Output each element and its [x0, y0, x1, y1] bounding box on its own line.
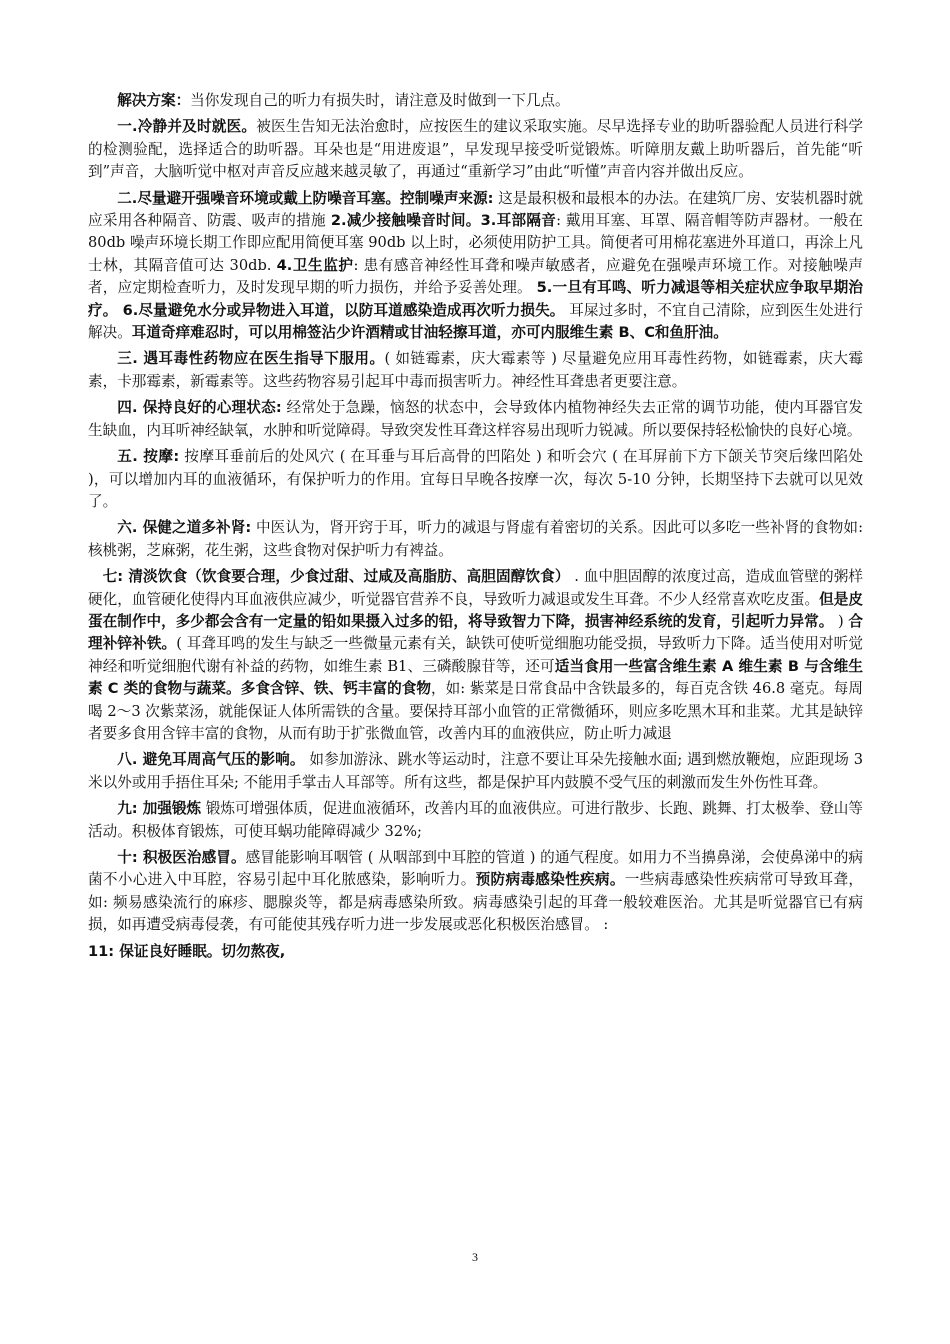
section-1 [88, 116, 863, 183]
section-7-text-4: ，如: 紫菜是日常食品中含铁最多的，每百克含铁 46.8 毫克。每周喝 2～3 次紫菜汤，就能保证人体所需铁的含量。要保持耳部小血管的正常微循环，则应多吃黑木耳和韭菜。尤其是缺锌者要多食用含锌丰富的食物，从而有助于扩张微血管，改善内耳的血液供应，防止听力减退 [88, 680, 863, 742]
section-1-text: 被医生告知无法治愈时，应按医生的建议采取实施。尽早选择专业的助听器验配人员进行科学的检测验配，选择适合的助听器。耳朵也是“用进废退”，早发现早接受听觉锻炼。听障朋友戴上助听器后，首先能“听到”声音，大脑听觉中枢对声音反应越来越灵敏了，再通过“重新学习”由此“听懂”声音内容并做出反应。 [88, 118, 864, 181]
section-10-text-1: 感冒能影响耳咽管 ( 从咽部到中耳腔的管道 ) 的通气程度。如用力不当擤鼻涕，会使鼻涕中的病菌不小心进入中耳腔，容易引起中耳化脓感染，影响听力。 [88, 849, 863, 889]
section-8-text: 如参加游泳、跳水等运动时，注意不要让耳朵先接触水面; 遇到燃放鞭炮，应距现场 3 米以外或用手捂住耳朵; 不能用手掌击人耳部等。所有这些，都是保护耳内鼓膜不受气压的刺激而发生外伤性耳聋。 [88, 751, 863, 791]
section-5-heading: 五. 按摩: [117, 448, 180, 466]
section-2-text-3: : 患有感音神经性耳聋和噪声敏感者，应避免在强噪声环境工作。对接触噪声者，应定期检查听力，及时发现早期的听力损伤，并给予妥善处理。 [88, 256, 864, 297]
section-11 [88, 941, 863, 963]
section-2-text-1: 这是最积极和最根本的办法。在建筑厂房、安装机器时就应采用各种隔音、防震、吸声的措施 [88, 189, 863, 230]
section-4 [88, 397, 863, 442]
section-2-text-2: : 戴用耳塞、耳罩、隔音帽等防声器材。一般在 80db 噪声环境长期工作即应配用简便耳塞 90db 以上时，必须使用防护工具。简便者可用棉花塞进外耳道口，再涂上凡士林，其隔音值可达 30db. [88, 212, 864, 274]
page-number: 3 [472, 1250, 478, 1264]
section-2-heading: 二.尽量避开强噪音环境或戴上防噪音耳塞。控制噪声来源: [117, 189, 494, 207]
section-2-bold-2: 2.减少接触噪音时间。3.耳部隔音 [330, 212, 557, 230]
section-10 [88, 847, 863, 937]
section-2-bold-3: 4.卫生监护 [276, 256, 354, 274]
section-8 [88, 749, 863, 794]
section-7-heading: 七: 清淡饮食（饮食要合理，少食过甜、过咸及高脂肪、高胆固醇饮食） [102, 568, 570, 586]
section-7-text-2: ) [833, 612, 849, 630]
section-7-bold-3: 合理补锌补铁。 [88, 612, 863, 653]
section-11-text: 11: 保证良好睡眠。切勿熬夜, [88, 942, 286, 960]
section-4-text: 经常处于急躁，恼怒的状态中，会导致体内植物神经失去正常的调节功能，使内耳器官发生缺血，内耳听神经缺氧，水肿和听觉障碍。导致突发性耳聋这样容易出现听力锐减。所以要保持轻松愉快的良好心境。 [88, 399, 863, 439]
section-2-bold-4: 5.一旦有耳鸣、听力减退等相关症状应争取早期治疗。 6.尽量避免水分或异物进入耳道，以防耳道感染造成再次听力损失。 [88, 279, 863, 319]
intro-heading: 解决方案： [117, 92, 191, 109]
section-7-text-3: ( 耳聋耳鸣的发生与缺乏一些微量元素有关，缺铁可使听觉细胞功能受损，导致听力下降。适当使用对听觉神经和听觉细胞代谢有补益的药物，如维生素 B1、三磷酸腺苷等，还可 [88, 635, 863, 675]
section-4-heading: 四. 保持良好的心理状态: [117, 399, 282, 417]
section-3 [88, 348, 863, 393]
section-7-bold-2: 但是皮蛋在制作中，多少都会含有一定量的铅如果摄入过多的铅，将导致智力下降，损害神经系统的发育，引起听力异常。 [88, 590, 863, 630]
section-5 [88, 446, 863, 513]
section-10-bold-2: 预防病毒感染性疾病。 [475, 871, 625, 889]
section-3-heading: 三. 遇耳毒性药物应在医生指导下服用。 [117, 350, 385, 368]
section-2-text-4: 耳屎过多时，不宜自己清除，应到医生处进行解决。 [88, 301, 863, 342]
section-2 [88, 188, 863, 345]
intro-text: 当你发现自己的听力有损失时，请注意及时做到一下几点。 [190, 92, 570, 109]
document-body [88, 90, 863, 967]
section-10-heading: 十: 积极医治感冒。 [117, 849, 246, 866]
section-3-text: ( 如链霉素，庆大霉素等 ) 尽量避免应用耳毒性药物，如链霉素，庆大霉素，卡那霉素，新霉素等。这些药物容易引起耳中毒而损害听力。神经性耳聋患者更要注意。 [88, 350, 863, 390]
section-9-text: 锻炼可增强体质，促进血液循环，改善内耳的血液供应。可进行散步、长跑、跳舞、打太极拳、登山等活动。积极体育锻炼，可使耳蜗功能障碍减少 32%; [88, 800, 863, 840]
section-7 [88, 566, 863, 745]
section-9 [88, 798, 863, 843]
section-9-heading: 九: 加强锻炼 [117, 800, 202, 818]
section-5-text: 按摩耳垂前后的处风穴 ( 在耳垂与耳后高骨的凹陷处 ) 和听会穴 ( 在耳屏前下方下颌关节突后缘凹陷处 )，可以增加内耳的血液循环，有保护听力的作用。宜每日早晚各按摩一次，每次 5-10 分钟，长期坚持下去就可以见效了。 [88, 448, 864, 510]
section-7-bold-4: 适当食用一些富含维生素 A 维生素 B 与含维生素 C 类的食物与蔬菜。多食含锌、铁、钙丰富的食物 [88, 657, 863, 698]
section-6-text: 中医认为，肾开窍于耳，听力的减退与肾虚有着密切的关系。因此可以多吃一些补肾的食物如: 核桃粥，芝麻粥，花生粥，这些食物对保护听力有裨益。 [88, 519, 863, 559]
section-2-bold-5: 耳道奇痒难忍时，可以用棉签沾少许酒精或甘油轻擦耳道，亦可内服维生素 B、C和鱼肝油。 [131, 324, 728, 342]
section-10-text-2: 一些病毒感染性疾病常可导致耳聋，如: 频易感染流行的麻疹、腮腺炎等，都是病毒感染所致。病毒感染引起的耳聋一般较难医治。尤其是听觉器官已有病损，如再遭受病毒侵袭，有可能使其残存听力进一步发展或恶化积极医治感冒。 : [88, 871, 863, 934]
section-7-text-1: . 血中胆固醇的浓度过高，造成血管壁的粥样硬化，血管硬化使得内耳血液供应减少，听觉器官营养不良，导致听力减退或发生耳聋。不少人经常喜欢吃皮蛋。 [88, 568, 864, 608]
section-6 [88, 517, 863, 562]
section-6-heading: 六. 保健之道多补肾: [117, 519, 252, 537]
section-8-heading: 八. 避免耳周高气压的影响。 [117, 751, 305, 769]
section-1-heading: 一.冷静并及时就医。 [117, 118, 257, 136]
intro-paragraph [88, 90, 863, 112]
